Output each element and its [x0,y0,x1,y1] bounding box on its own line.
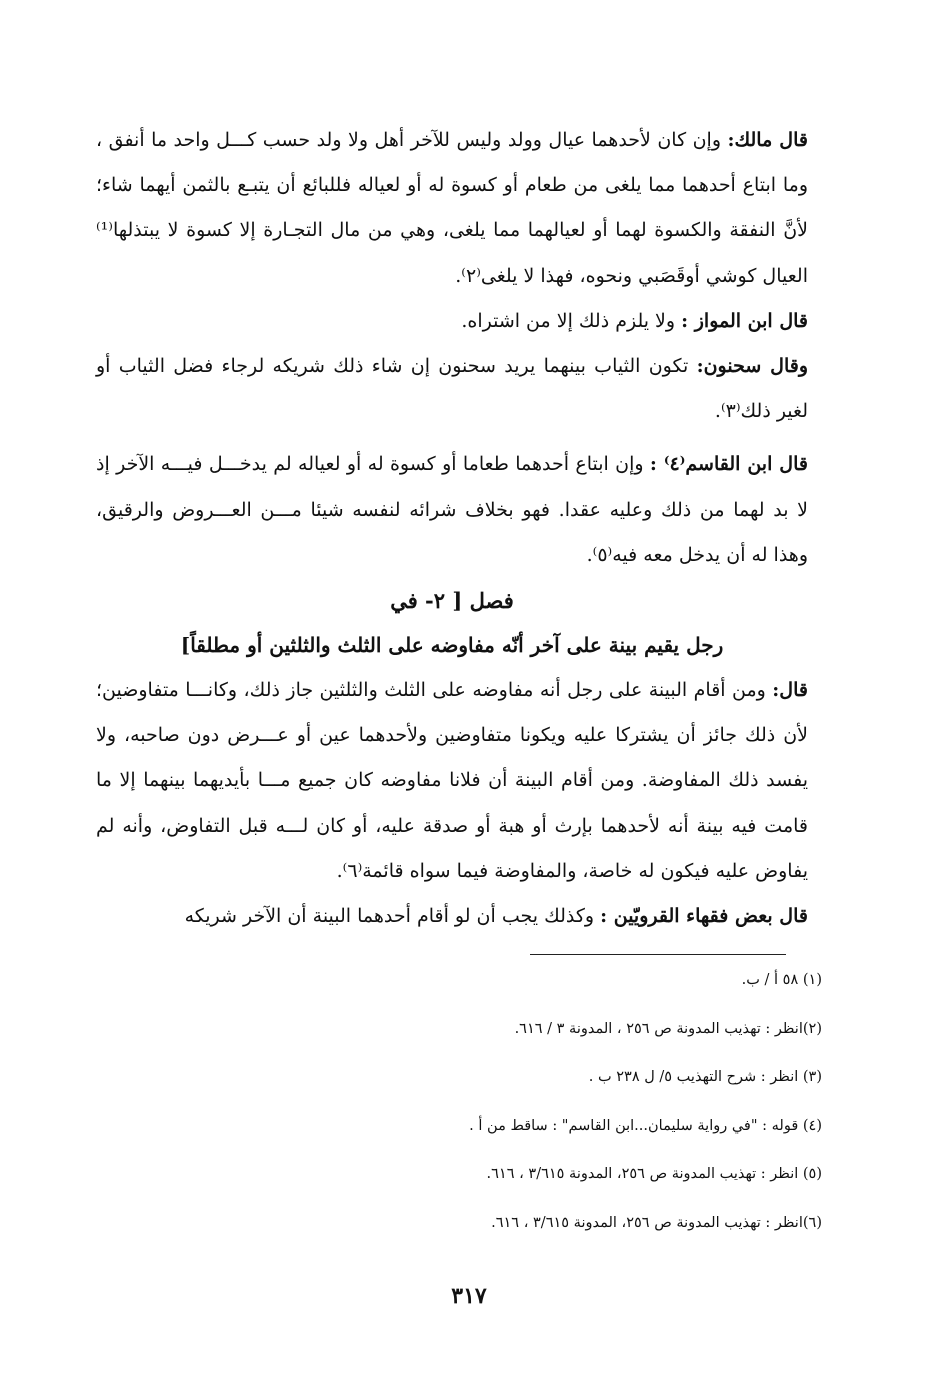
footnote-divider [530,954,786,955]
footnotes [96,965,822,1256]
section-title: فصل [ ٢- في [390,588,514,614]
speaker-label: قال: [772,679,808,702]
speaker-label: قال مالك: [727,129,808,151]
paragraph-qarawiyyin [96,894,808,939]
paragraph-text: وإن ابتاع أحدهما طعاما أو كسوة له أو لعياله لم يدخـــل فيـــه الآخر إذ لا بد لهما من ذلك وعليه عقدا. فهو بخلاف شرائه لنفسه شيئا مـــن العـــروض والرقيق، وهذا له أن يدخل معه فيه⁽٥⁾. [96,453,808,566]
paragraph-text: ومن أقام البينة على رجل أنه مفاوضه على الثلث والثلثين جاز ذلك، وكانـــا متفاوضين؛ لأن ذلك جائز أن يشتركا عليه ويكونا متفاوضين ولأحدهما عين أو عـــرض دون صاحبه، ولا يفسد ذلك المفاوضة. ومن أقام البينة أن فلانا مفاوضه كان جميع مـــا بأيديهما بينهما إلا ما قامت فيه بينة أنه لأحدهما بإرث أو هبة أو صدقة عليه، أو كان لـــه قبل التفاوض، وأنه لم يفاوض عليه فيكون له خاصة، والمفاوضة فيما سواه قائمة⁽٦⁾. [96,679,808,882]
footnote: (٤) قوله : "في رواية سليمان...ابن القاسم" : ساقط من أ . [469,1117,822,1134]
speaker-label: قال بعض فقهاء القرويّين : [600,905,808,928]
section-subtitle: رجل يقيم بينة على آخر أنّه مفاوضه على الثلث والثلثين أو مطلقاً] [180,633,724,658]
page-number: ٣١٧ [451,1283,487,1309]
paragraph-ibn-mawwaz [96,299,808,344]
paragraph-sahnun [96,344,808,434]
footnote: (٣) انظر : شرح التهذيب ٥/ ل ٢٣٨ ب . [588,1069,822,1085]
paragraph-ibn-qasim [96,442,808,578]
speaker-label: قال ابن القاسم⁽٤⁾ : [649,453,808,476]
footnote: (٢)انظر : تهذيب المدونة ص ٢٥٦ ، المدونة ٣ / ٦١٦. [514,1020,822,1037]
footnote: (٥) انظر : تهذيب المدونة ص ٢٥٦، المدونة ٣/٦١٥ ، ٦١٦. [486,1166,822,1182]
footnote: (٦)انظر : تهذيب المدونة ص ٢٥٦، المدونة ٣/٦١٥ ، ٦١٦. [491,1214,822,1231]
paragraph-qala [96,668,808,894]
paragraph-malik [96,118,808,299]
paragraph-text: وكذلك يجب أن لو أقام أحدهما البينة أن الآخر شريكه [184,905,601,928]
paragraph-text: تكون الثياب بينهما يريد سحنون إن شاء ذلك شريكه لرجاء فضل الثياب أو لغير ذلك⁽٣⁾. [96,355,808,423]
paragraph-text: وإن كان لأحدهما عيال وولد وليس للآخر أهل ولا ولد حسب كـــل واحد ما أنفق ، وما ابتاع أحدهما مما يلغى من طعام أو كسوة له أو لعياله فللبائع أن يتبـع بالثمن أيهما شاء؛ لأنَّ النفقة والكسوة لهما أو لعيالهما مما يلغى، وهي من مال التجـارة إلا كسوة لا يبتذلها⁽¹⁾ العيال كوشي أوقَصَبي ونحوه، فهذا لا يلغى⁽٢⁾. [96,129,808,287]
footnote: (١) ٥٨ أ / ب. [741,972,822,988]
paragraph-text: ولا يلزم ذلك إلا من اشتراه. [461,309,682,332]
speaker-label: قال ابن المواز : [681,309,808,332]
speaker-label: وقال سحنون: [696,355,808,378]
main-text [96,118,808,939]
